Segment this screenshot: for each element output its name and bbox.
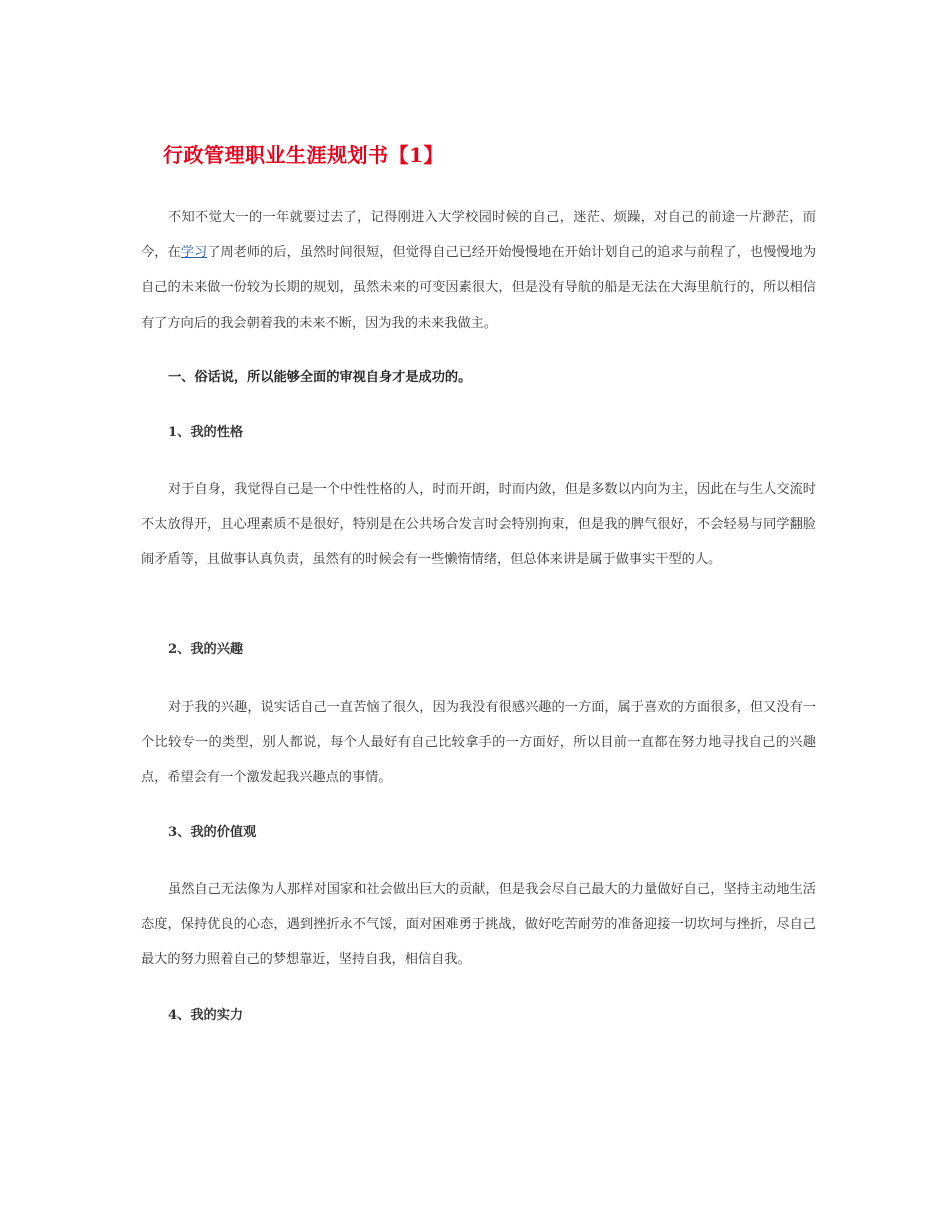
intro-paragraph <box>141 200 816 341</box>
paragraph-interests: 对于我的兴趣，说实话自己一直苦恼了很久，因为我没有很感兴趣的一方面，属于喜欢的方面很多，但又没有一个比较专一的类型，别人都说，每个人最好有自己比较拿手的一方面好，所以目前一直都在努力地寻找自己的兴趣点，希望会有一个激发起我兴趣点的事情。 <box>141 700 816 786</box>
paragraph-values: 虽然自己无法像为人那样对国家和社会做出巨大的贡献，但是我会尽自己最大的力量做好自己，坚持主动地生活态度，保持优良的心态，遇到挫折永不气馁，面对困难勇于挑战，做好吃苦耐劳的准备迎接一切坎坷与挫折，尽自己最大的努力照着自己的梦想靠近，坚持自我，相信自我。 <box>141 882 816 968</box>
study-link[interactable]: 学习 <box>180 245 208 261</box>
paragraph-personality: 对于自身，我觉得自己是一个中性性格的人，时而开朗，时而内敛，但是多数以内向为主，因此在与生人交流时不太放得开，且心理素质不是很好，特别是在公共场合发言时会特别拘束，但是我的脾气很好，不会轻易与同学翻脸闹矛盾等，且做事认真负责，虽然有的时候会有一些懒惰情绪，但总体来讲是属于做事实干型的人。 <box>141 482 816 568</box>
section-heading: 一、俗话说，所以能够全面的审视自身才是成功的。 <box>168 370 472 385</box>
subheading-values: 3、我的价值观 <box>168 825 257 840</box>
subheading-personality: 1、我的性格 <box>168 425 244 440</box>
subheading-interests: 2、我的兴趣 <box>168 642 244 657</box>
intro-text-part1: 不知不觉大一的一年就要过去了，记得刚进入大学校园时候的自己，迷茫、烦躁，对自己的前途一片渺茫，而今，在 <box>141 210 816 261</box>
subheading-strength: 4、我的实力 <box>168 1008 244 1023</box>
intro-text-part2: 了周老师的后，虽然时间很短，但觉得自己已经开始慢慢地在开始计划自己的追求与前程了，也慢慢地为自己的未来做一份较为长期的规划，虽然未来的可变因素很大，但是没有导航的船是无法在大海里航行的，所以相信有了方向后的我会朝着我的未来不断，因为我的未来我做主。 <box>141 245 817 331</box>
document-title: 行政管理职业生涯规划书【1】 <box>163 143 444 167</box>
